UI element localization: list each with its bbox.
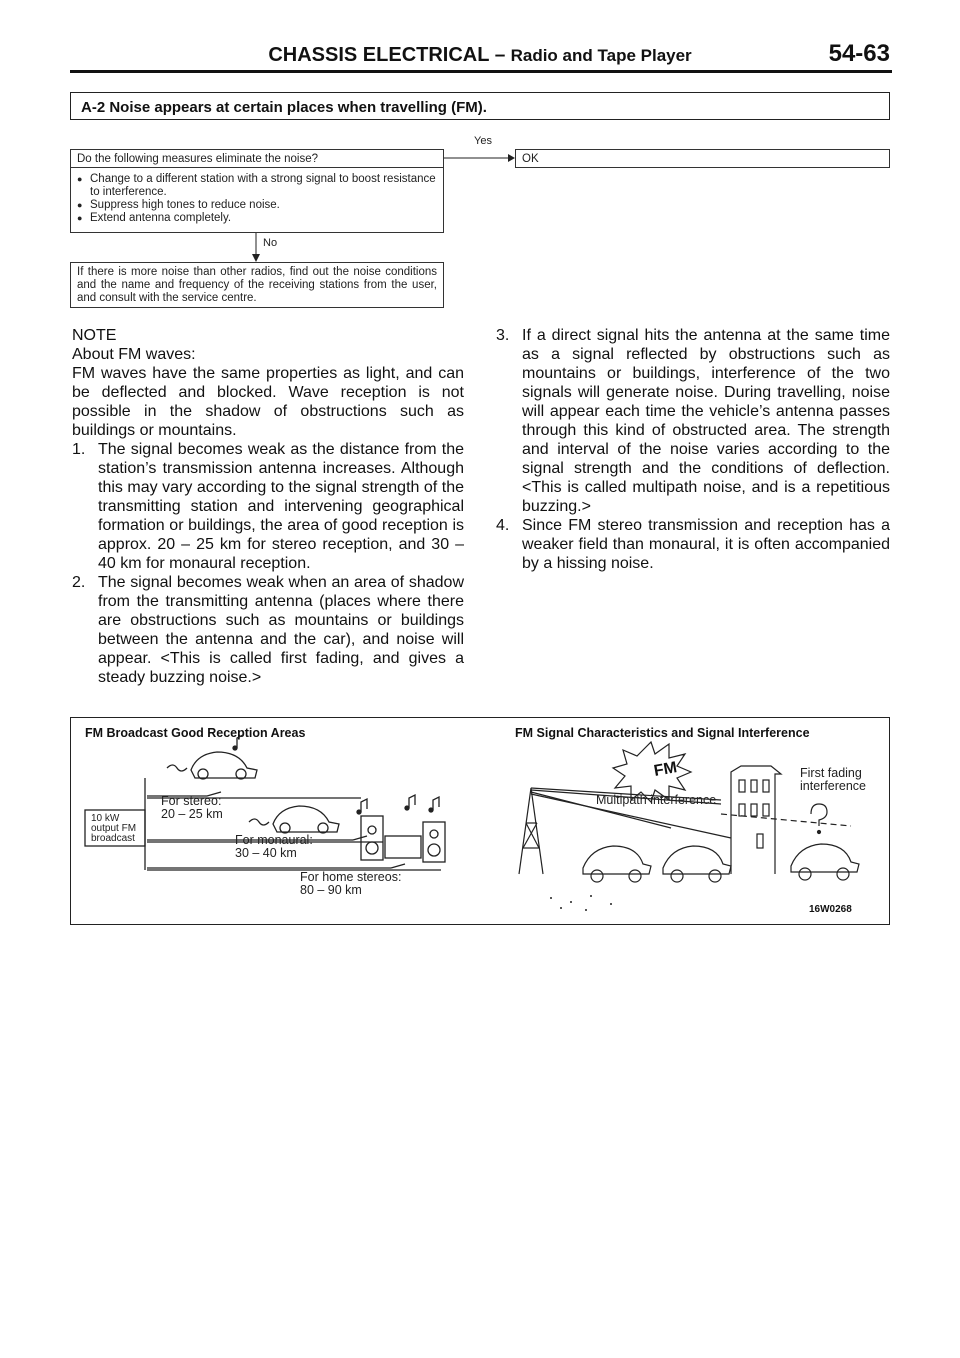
reception-areas-illustration (71, 718, 511, 924)
note-subheading: About FM waves: (72, 346, 196, 363)
station-label (91, 814, 136, 844)
note-heading: NOTE (72, 327, 117, 344)
station-label-line: 10 kW (91, 813, 120, 824)
no-arrow (250, 233, 262, 263)
monaural-range-label (235, 834, 313, 860)
station-label-line: output FM (91, 823, 137, 834)
fading-label (800, 767, 866, 793)
note-item-number: 1. (72, 441, 86, 458)
note-item-number: 3. (496, 327, 510, 344)
note-item (72, 440, 464, 573)
monaural-label-line: 30 – 40 km (235, 846, 297, 860)
measure-item: ● Suppress high tones to reduce noise. (77, 199, 437, 212)
no-result-text: If there is more noise than other radios, find out the noise conditions and the name and frequency of the receiving stations from the user, and consult with the service centre. (77, 266, 437, 304)
note-intro: FM waves have the same properties as light, and can be deflected and blocked. Wave reception is not possible in the shadow of obstructions such as buildings or mountains. (72, 365, 464, 439)
home-range-label (300, 871, 401, 897)
figure-code: 16W0268 (809, 904, 852, 915)
page-number: 54-63 (828, 40, 890, 67)
flow-question: Do the following measures eliminate the noise? (77, 153, 318, 165)
header-dash: – (494, 45, 506, 66)
note-item (496, 326, 890, 516)
no-label: No (263, 237, 278, 249)
home-label-line: For home stereos: (300, 870, 402, 884)
header-rule (70, 70, 892, 73)
stereo-range-label (161, 795, 223, 821)
section-title: A-2 Noise appears at certain places when travelling (FM). (70, 92, 890, 120)
left-figure-title: FM Broadcast Good Reception Areas (85, 726, 306, 740)
header-title (70, 44, 890, 67)
note-right-column (496, 326, 890, 573)
home-label-line: 80 – 90 km (300, 883, 362, 897)
stereo-label-line: 20 – 25 km (161, 807, 223, 821)
figure-box (70, 717, 890, 925)
stereo-label-line: For stereo: (161, 794, 222, 808)
right-figure-title: FM Signal Characteristics and Signal Interference (515, 726, 810, 740)
no-result-box (70, 262, 444, 308)
fm-sign: FM (652, 759, 679, 780)
note-item-text: If a direct signal hits the antenna at the same time as a signal reflected by obstructions such as mountains or buildings, interference of the two signals will generate noise. During travelling, noise will appear each time the vehicle’s antenna passes through this kind of obstructed area. The strength and interval of the noise varies according to the signal strength and the conditions of deflection. <This is called multipath noise, and is a repetitious buzzing.> (522, 327, 890, 515)
note-item (72, 573, 464, 687)
ok-label: OK (522, 153, 539, 165)
station-label-line: broadcast (91, 833, 135, 844)
measure-item: ● Extend antenna completely. (77, 212, 437, 225)
fading-label-line: interference (800, 779, 867, 793)
note-item-text: Since FM stereo transmission and reception has a weaker field than monaural, it is often accompanied by a hissing noise. (522, 517, 890, 572)
note-item-number: 2. (72, 574, 86, 591)
note-item-text: The signal becomes weak as the distance from the station’s transmission antenna increases. Although this may vary according to the signal strength of the transmitting station and intervening geographical formation or buildings, the area of good reception is approx. 20 – 25 km for stereo reception, and 30 – 40 km for monaural reception. (98, 441, 464, 572)
monaural-label-line: For monaural: (235, 833, 313, 847)
flow-measures-box (70, 168, 444, 233)
fading-label-line: First fading (800, 766, 862, 780)
note-left-column (72, 326, 464, 687)
header-section: CHASSIS ELECTRICAL (268, 44, 490, 66)
note-item (496, 516, 890, 573)
yes-label: Yes (474, 135, 492, 147)
page-header (70, 40, 890, 70)
flow-question-box (70, 149, 444, 168)
multipath-label: Multipath interference (596, 793, 717, 807)
measure-item: ● Change to a different station with a strong signal to boost resistance to interference. (77, 173, 437, 199)
header-subsection: Radio and Tape Player (510, 46, 692, 65)
ok-box (515, 149, 890, 168)
yes-arrow (444, 152, 516, 164)
note-item-text: The signal becomes weak when an area of shadow from the transmitting antenna (places where there are obstructions such as mountains or buildings between the antenna and the car), and noise will appear. <This is called first fading, and gives a steady buzzing noise.> (98, 574, 464, 686)
note-item-number: 4. (496, 517, 510, 534)
